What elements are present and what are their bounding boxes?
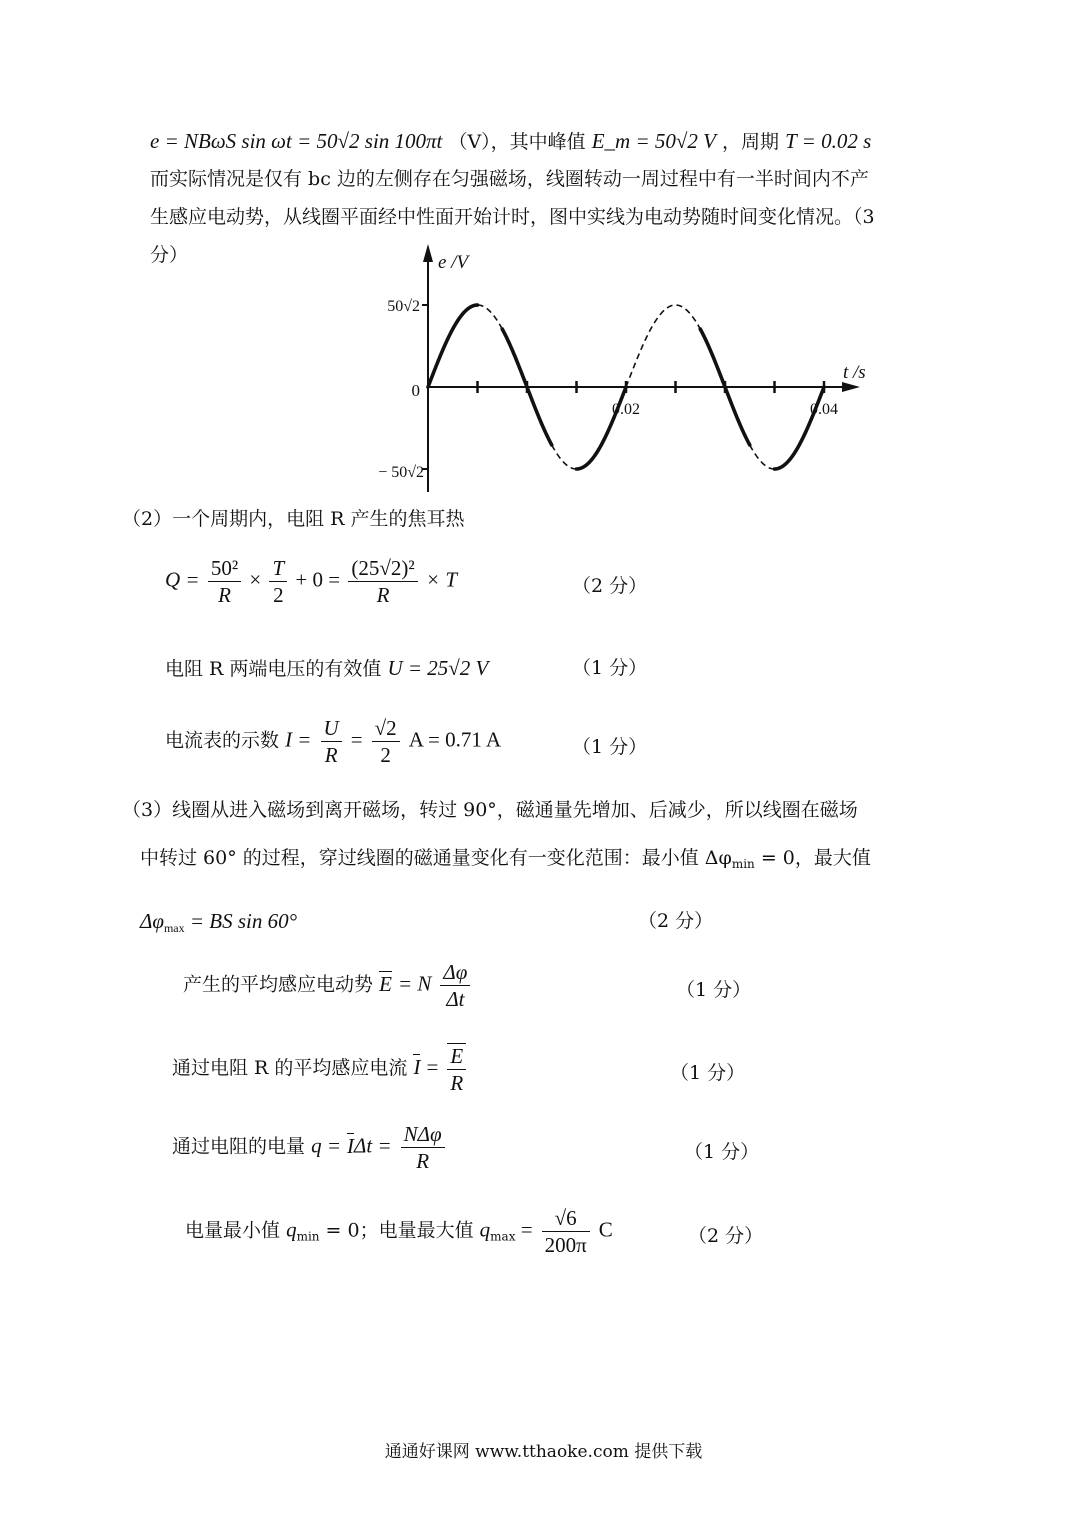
- curve-solid: [775, 387, 825, 469]
- score-avg-i: （1 分）: [670, 1062, 746, 1084]
- part2-heading: （2）一个周期内，电阻 R 产生的焦耳热: [122, 508, 465, 530]
- part3-line2: [140, 845, 871, 877]
- emf-time-chart: [360, 240, 880, 500]
- plus-zero: + 0 =: [295, 567, 341, 592]
- score-e: （1 分）: [676, 979, 752, 1001]
- x-axis-label: t /s: [843, 362, 866, 383]
- x-tick-label-0.02: 0.02: [612, 401, 640, 418]
- line2-text: 中转过 60° 的过程，穿过线圈的磁通量变化有一变化范围：最小值 Δφ: [140, 847, 732, 869]
- frac-50sq-over-r: [208, 556, 241, 607]
- curve-dashed: [626, 305, 700, 387]
- score-i: （1 分）: [572, 736, 648, 758]
- e-eq: = N: [397, 971, 432, 996]
- q-lhs: Q =: [165, 567, 200, 592]
- frac-root6-over-200pi: [542, 1206, 590, 1257]
- frac-num: T: [269, 556, 287, 582]
- frac-u-over-r: [321, 716, 342, 767]
- frac-den: R: [218, 583, 231, 607]
- avg-current-line: [172, 1043, 469, 1095]
- joule-heat-equation: [165, 556, 457, 607]
- score-q3: （1 分）: [684, 1141, 760, 1163]
- part3-line1: （3）线圈从进入磁场到离开磁场，转过 90°，磁通量先增加、后减少，所以线圈在磁场: [122, 799, 858, 821]
- e-text: 产生的平均感应电动势: [183, 973, 374, 996]
- i-eq: =: [426, 1055, 439, 1079]
- y-axis-arrow: [423, 244, 433, 262]
- min-sub: min: [296, 1229, 320, 1244]
- dt-eq: Δt =: [354, 1133, 392, 1158]
- min-text: 电量最小值: [185, 1219, 281, 1242]
- frac-25root2-sq-over-r: [348, 556, 417, 607]
- frac-ndphi-over-r: [401, 1122, 445, 1173]
- score-phi: （2 分）: [638, 910, 714, 932]
- curve-dashed: [750, 445, 775, 469]
- x-axis-arrow: [842, 382, 860, 392]
- u-math: U = 25√2 V: [387, 656, 489, 680]
- curve-solid: [428, 305, 478, 387]
- part1-line2: 而实际情况是仅有 bc 边的左侧存在匀强磁场，线圈转动一周过程中有一半时间内不产: [150, 168, 869, 190]
- max-sub: max: [163, 921, 185, 935]
- frac-den: 2: [273, 583, 284, 607]
- score-u: （1 分）: [572, 657, 648, 679]
- min-sub: min: [731, 857, 755, 871]
- i-lhs: I =: [285, 727, 312, 752]
- i-rhs: A = 0.71 A: [408, 727, 502, 752]
- q-lhs: q =: [311, 1133, 341, 1158]
- frac-den: R: [376, 583, 390, 607]
- charge-minmax-line: [185, 1206, 613, 1257]
- equals: =: [350, 727, 363, 752]
- q-text: 通过电阻的电量: [172, 1135, 306, 1158]
- x-tick-label-0.04: 0.04: [810, 401, 838, 418]
- ammeter-line: [165, 716, 501, 767]
- frac-t-over-2: [269, 556, 287, 607]
- frac-num: (25√2)²: [348, 556, 417, 582]
- i-text: 电流表的示数: [165, 729, 280, 752]
- curve-solid: [577, 387, 627, 469]
- score-max: （2 分）: [688, 1225, 764, 1247]
- frac-den: 200π: [544, 1233, 587, 1257]
- u-text: 电阻 R 两端电压的有效值: [165, 658, 382, 680]
- frac-num: U: [321, 716, 342, 742]
- frac-root2-over-2: [372, 716, 400, 767]
- y-tick-label-neg: − 50√2: [378, 464, 424, 481]
- max-sub: max: [490, 1229, 516, 1244]
- emf-equation: e = NBωS sin ωt = 50√2 sin 100πt: [150, 129, 443, 153]
- avg-emf-line: [183, 960, 473, 1011]
- times-t: × T: [425, 567, 458, 592]
- frac-num: E: [447, 1043, 466, 1070]
- curve-dashed: [552, 445, 577, 469]
- frac-dphi-over-dt: [440, 960, 470, 1011]
- max-eq: =: [515, 1217, 533, 1242]
- period-value: T = 0.02 s: [785, 129, 872, 153]
- e-bar: E: [379, 971, 392, 996]
- frac-num: NΔφ: [401, 1122, 445, 1148]
- frac-num: Δφ: [440, 960, 470, 986]
- part1-line3: 生感应电动势，从线圈平面经中性面开始计时，图中实线为电动势随时间变化情况。（3: [150, 206, 875, 228]
- delta-phi: Δφ: [140, 909, 164, 933]
- unit-text: （V），其中峰值: [448, 131, 586, 153]
- frac-den: R: [450, 1071, 464, 1095]
- frac-e-over-r: [447, 1043, 466, 1095]
- period-label: ，周期: [722, 131, 780, 153]
- q-min: q: [286, 1217, 297, 1242]
- peak-value: E_m = 50√2 V: [591, 129, 716, 153]
- q-max: q: [479, 1217, 491, 1242]
- y-tick-label-pos: 50√2: [387, 298, 420, 315]
- part3-line3: [140, 908, 297, 941]
- curve-dashed: [478, 305, 503, 329]
- frac-num: √2: [372, 716, 400, 742]
- part1-line4: 分）: [150, 244, 189, 266]
- y-axis-label: e /V: [438, 252, 469, 273]
- effective-voltage-line: [165, 655, 488, 682]
- times-sign: ×: [249, 567, 262, 592]
- frac-den: R: [324, 743, 338, 767]
- part1-line1: [150, 128, 871, 155]
- charge-line: [172, 1122, 448, 1173]
- score-q: （2 分）: [572, 575, 648, 597]
- footer: 通通好课网 www.tthaoke.com 提供下载: [384, 1442, 703, 1462]
- min-end: = 0；电量最大值: [319, 1219, 474, 1242]
- i-bar: I: [413, 1055, 421, 1079]
- y-tick-label-zero: 0: [411, 381, 420, 400]
- frac-den: R: [416, 1149, 430, 1173]
- i-bar-mid: I: [347, 1133, 355, 1158]
- line3-end: = BS sin 60°: [184, 909, 298, 933]
- unit-c: C: [598, 1217, 613, 1242]
- frac-den: 2: [380, 743, 391, 767]
- chart-labels: [378, 252, 866, 481]
- line2-end: = 0，最大值: [754, 847, 871, 869]
- frac-num: √6: [542, 1206, 590, 1232]
- frac-num: 50²: [208, 556, 241, 582]
- frac-den: Δt: [446, 987, 465, 1011]
- i-text: 通过电阻 R 的平均感应电流: [172, 1057, 408, 1079]
